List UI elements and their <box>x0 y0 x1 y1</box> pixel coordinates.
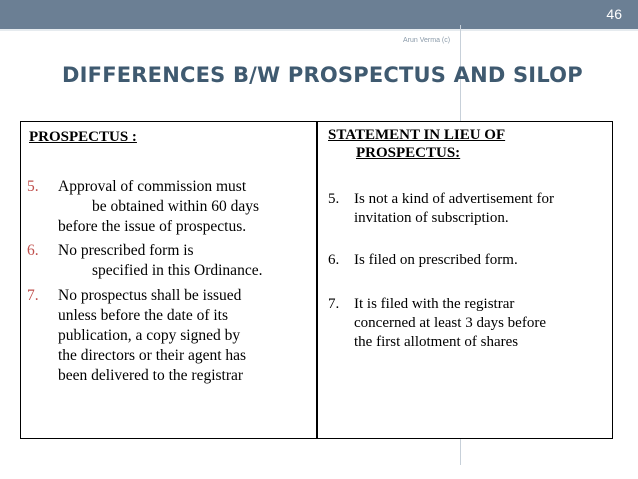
comparison-table <box>20 121 613 439</box>
list-item <box>328 295 610 352</box>
item-text: be obtained within 60 days <box>92 198 260 215</box>
list-item <box>27 177 312 237</box>
item-text: No prospectus shall be issued <box>58 287 242 304</box>
silop-column <box>318 122 612 438</box>
silop-heading <box>328 126 598 162</box>
list-item <box>27 286 312 386</box>
slide-title: DIFFERENCES B/W PROSPECTUS AND SILOP <box>62 63 583 87</box>
item-text: before the issue of prospectus. <box>58 218 247 235</box>
item-text: specified in this Ordinance. <box>92 262 263 279</box>
slide-number: 46 <box>606 6 622 22</box>
item-number: 7. <box>328 296 340 312</box>
silop-heading-line1: STATEMENT IN LIEU OF <box>328 127 506 143</box>
item-text: Is not a kind of advertisement for <box>354 191 554 207</box>
item-number: 6. <box>27 242 39 259</box>
item-text: No prescribed form is <box>58 242 194 259</box>
slide-header-bar <box>0 0 638 29</box>
prospectus-column <box>21 122 318 438</box>
item-text: Approval of commission must <box>58 178 247 195</box>
item-text: been delivered to the registrar <box>58 367 244 384</box>
list-item <box>328 251 610 270</box>
item-number: 6. <box>328 252 340 268</box>
header-divider <box>0 29 638 31</box>
item-text: unless before the date of its <box>58 307 229 324</box>
item-number: 5. <box>328 191 340 207</box>
item-number: 7. <box>27 287 39 304</box>
item-text: concerned at least 3 days before <box>354 315 546 331</box>
item-text: the directors or their agent has <box>58 347 247 364</box>
list-item <box>328 190 610 228</box>
item-text: publication, a copy signed by <box>58 327 241 344</box>
item-text: Is filed on prescribed form. <box>354 252 518 268</box>
copyright-note: Arun Verma (c) <box>403 37 451 44</box>
prospectus-heading: PROSPECTUS : <box>29 129 137 145</box>
silop-heading-line2: PROSPECTUS: <box>356 145 461 161</box>
item-text: the first allotment of shares <box>354 334 519 350</box>
item-number: 5. <box>27 178 39 195</box>
item-text: It is filed with the registrar <box>354 296 515 312</box>
item-text: invitation of subscription. <box>354 210 509 226</box>
list-item <box>27 241 312 281</box>
